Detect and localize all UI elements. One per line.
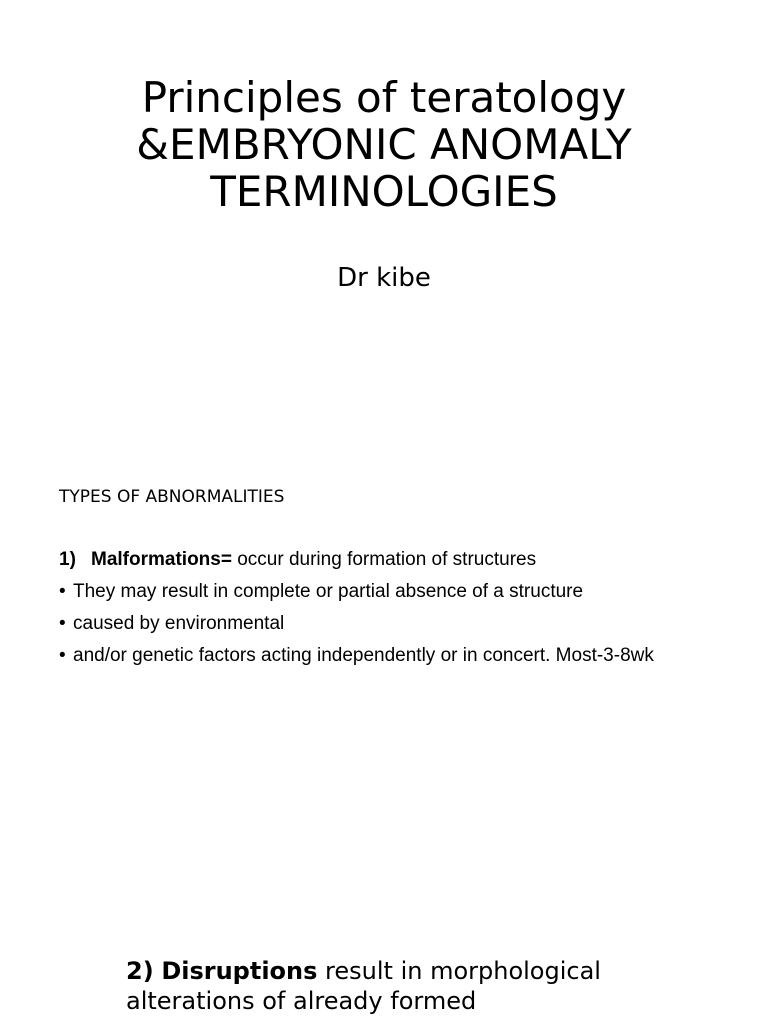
list-item [59,612,689,636]
abnormalities-list [59,548,689,676]
bullet-text: They may result in complete or partial absence of a structure [73,581,584,602]
bullet-text: and/or genetic factors acting independently or in concert. Most-3-8wk [73,645,654,666]
bullet-icon: • [59,613,66,634]
list-item [59,580,689,604]
bullet-icon: • [59,645,66,666]
title-line: Principles of teratology [141,73,627,122]
title-line: &EMBRYONIC ANOMALY [136,120,632,169]
term-description: result in morphological alterations of already formed [126,957,601,1015]
bullet-icon: • [59,581,66,602]
list-item-malformations [59,548,689,572]
term-disruptions: Disruptions [161,957,318,985]
title-line: TERMINOLOGIES [210,167,558,216]
list-number: 2) [126,957,154,985]
content-slide-abnormalities [0,440,768,910]
bullet-text: caused by environmental [73,613,285,634]
list-item-text [91,548,536,572]
term-malformations: Malformations= [91,549,232,570]
disruptions-paragraph [126,956,666,1016]
section-heading: TYPES OF ABNORMALITIES [59,487,285,507]
list-number: 1) [59,549,76,570]
term-description: occur during formation of structures [231,549,537,570]
slide-subtitle-author: Dr kibe [337,263,431,293]
list-item [59,644,689,668]
title-slide [0,0,768,440]
slide-title [40,74,728,215]
content-slide-disruptions [0,910,768,1024]
